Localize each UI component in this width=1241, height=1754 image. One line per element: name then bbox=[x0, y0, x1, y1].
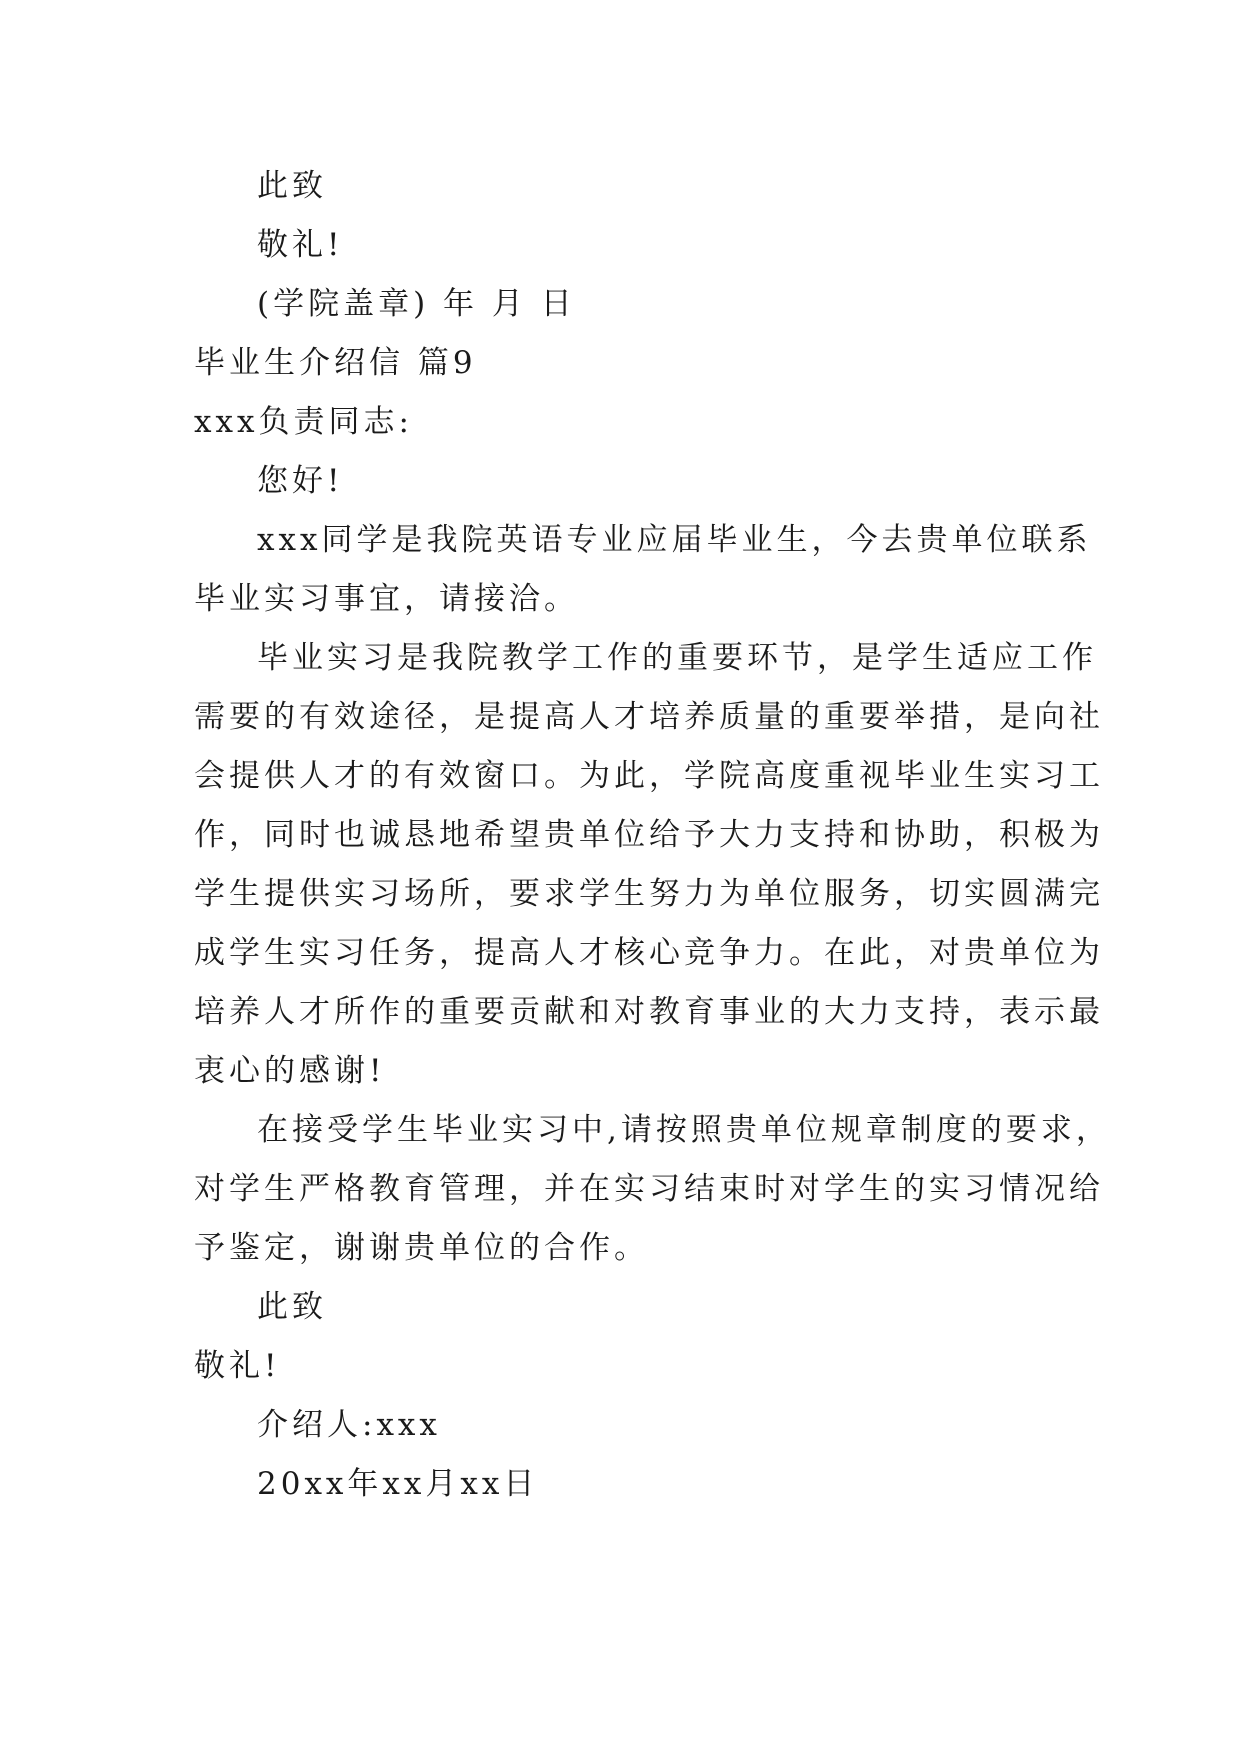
recipient-line: xxx负责同志: bbox=[194, 404, 413, 440]
body-line: 在接受学生毕业实习中,请按照贵单位规章制度的要求， bbox=[257, 1112, 1111, 1148]
body-line: 毕业实习事宜，请接洽。 bbox=[194, 581, 579, 617]
body-line: 予鉴定，谢谢贵单位的合作。 bbox=[194, 1230, 649, 1266]
date-line: 20xx年xx月xx日 bbox=[257, 1466, 539, 1502]
closing-regards: 敬礼! bbox=[257, 227, 344, 263]
greeting-line: 您好! bbox=[257, 463, 344, 499]
closing-salutation: 此致 bbox=[257, 1289, 327, 1325]
body-line: 成学生实习任务，提高人才核心竞争力。在此，对贵单位为 bbox=[194, 935, 1104, 971]
body-line: xxx同学是我院英语专业应届毕业生，今去贵单位联系 bbox=[257, 522, 1092, 558]
body-line: 学生提供实习场所，要求学生努力为单位服务，切实圆满完 bbox=[194, 876, 1104, 912]
body-line: 培养人才所作的重要贡献和对教育事业的大力支持，表示最 bbox=[194, 994, 1104, 1030]
body-line: 衷心的感谢! bbox=[194, 1053, 386, 1089]
closing-salutation: 此致 bbox=[257, 168, 327, 204]
body-line: 作，同时也诚恳地希望贵单位给予大力支持和协助，积极为 bbox=[194, 817, 1104, 853]
body-line: 会提供人才的有效窗口。为此，学院高度重视毕业生实习工 bbox=[194, 758, 1104, 794]
body-line: 毕业实习是我院教学工作的重要环节，是学生适应工作 bbox=[257, 640, 1097, 676]
section-heading: 毕业生介绍信 篇9 bbox=[194, 345, 477, 381]
body-line: 对学生严格教育管理，并在实习结束时对学生的实习情况给 bbox=[194, 1171, 1104, 1207]
introducer-line: 介绍人:xxx bbox=[257, 1407, 441, 1443]
closing-regards: 敬礼! bbox=[194, 1348, 281, 1384]
seal-date-line: (学院盖章) 年 月 日 bbox=[257, 286, 576, 322]
body-line: 需要的有效途径，是提高人才培养质量的重要举措，是向社 bbox=[194, 699, 1104, 735]
